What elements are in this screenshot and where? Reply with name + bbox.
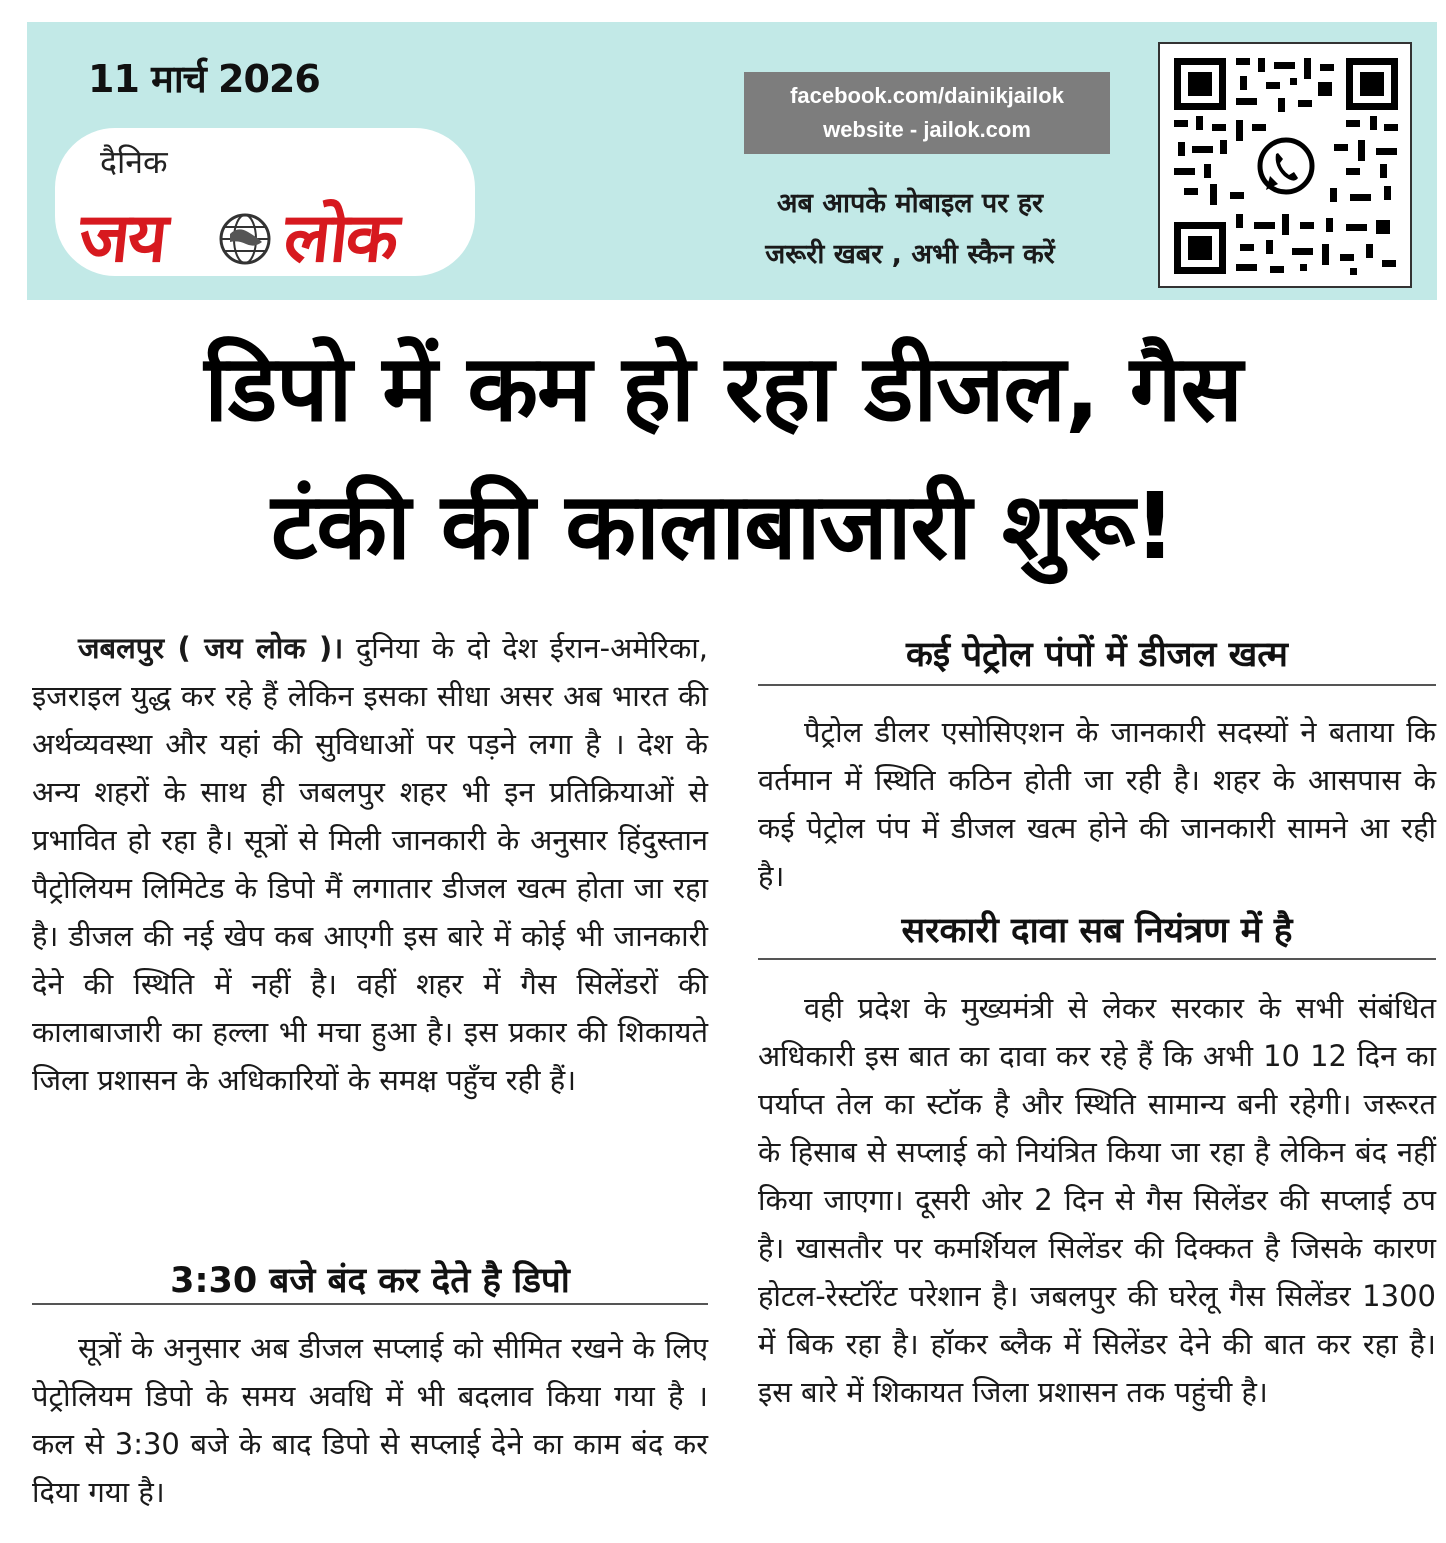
paragraph-depot-timing: सूत्रों के अनुसार अब डीजल सप्लाई को सीमित रखने के लिए पेट्रोलियम डिपो के समय अवधि में भी बदलाव किया गया है । कल से 3:30 बजे के बाद डिपो से सप्लाई देने का काम बंद कर दिया गया है।	[32, 1331, 708, 1509]
scan-prompt-line-1: अब आपके मोबाइल पर हर	[776, 188, 1044, 219]
headline-line-2: टंकी की कालाबाजारी शुरू!	[270, 473, 1176, 580]
issue-date: 11 मार्च 2026	[88, 57, 320, 101]
divider	[758, 958, 1436, 960]
headline-line-1: डिपो में कम हो रहा डीजल, गैस	[204, 335, 1242, 442]
whatsapp-icon	[1252, 132, 1320, 200]
scan-prompt-line-2: जरूरी खबर , अभी स्कैन करें	[765, 239, 1055, 270]
paragraph-government-claim: वही प्रदेश के मुख्यमंत्री से लेकर सरकार के सभी संबंधित अधिकारी इस बात का दावा कर रहे हैं कि अभी 10 12 दिन का पर्याप्त तेल का स्टॉक है और स्थिति सामान्य बनी रहेगी। जरूरत के हिसाब से सप्लाई को नियंत्रित किया जा रहा है लेकिन बंद नहीं किया जाएगा। दूसरी ओर 2 दिन से गैस सिलेंडर की सप्लाई ठप है। खासतौर पर कमर्शियल सिलेंडर की दिक्कत है जिसके कारण होटल-रेस्टॉरेंट परेशान है। जबलपुर की घरेलू गैस सिलेंडर 1300 में बिक रहा है। हॉकर ब्लैक में सिलेंडर देने की बात कर रहा है। इस बारे में शिकायत जिला प्रशासन तक पहुंची है।	[758, 991, 1436, 1409]
subheading-depot-closing: 3:30 बजे बंद कर देते है डिपो	[170, 1261, 570, 1301]
logo-dainik-text: दैनिक	[100, 143, 168, 181]
paragraph-petrol-pumps: पैट्रोल डीलर एसोसिएशन के जानकारी सदस्यों ने बताया कि वर्तमान में स्थिति कठिन होती जा रही है। शहर के आसपास के कई पेट्रोल पंप में डीजल खत्म होने की जानकारी सामने आ रही है।	[758, 715, 1436, 893]
divider	[758, 684, 1436, 686]
qr-code[interactable]	[1158, 42, 1412, 288]
intro-text: दुनिया के दो देश ईरान-अमेरिका, इजराइल युद्ध कर रहे हैं लेकिन इसका सीधा असर अब भारत की अर्थव्यवस्था और यहां की सुविधाओं पर पड़ने लगा है । देश के अन्य शहरों के साथ ही जबलपुर शहर भी इन प्रतिक्रियाओं से प्रभावित हो रहा है। सूत्रों से मिली जानकारी के अनुसार हिंदुस्तान पैट्रोलियम लिमिटेड के डिपो मैं लगातार डीजल खत्म होता जा रहा है। डीजल की नई खेप कब आएगी इस बारे में कोई भी जानकारी देने की स्थिति में नहीं है। वहीं शहर में गैस सिलेंडरों की कालाबाजारी का हल्ला भी मचा हुआ है। इस प्रकार की शिकायते जिला प्रशासन के अधिकारियों के समक्ष पहुँच रही हैं।	[32, 631, 708, 1097]
subheading-petrol-pumps: कई पेट्रोल पंपों में डीजल खत्म	[906, 635, 1288, 675]
logo-word-jay: जय	[75, 199, 170, 278]
website-link[interactable]: website - jailok.com	[823, 117, 1031, 142]
dateline: जबलपुर ( जय लोक )।	[78, 631, 344, 665]
divider	[32, 1303, 708, 1305]
qr-code-image	[1170, 54, 1402, 278]
globe-icon	[218, 212, 272, 266]
social-links	[744, 72, 1110, 154]
subheading-government-claim: सरकारी दावा सब नियंत्रण में है	[901, 911, 1293, 951]
logo-word-lok: लोक	[280, 199, 401, 278]
article-intro	[32, 624, 708, 1104]
facebook-link[interactable]: facebook.com/dainikjailok	[790, 83, 1064, 108]
